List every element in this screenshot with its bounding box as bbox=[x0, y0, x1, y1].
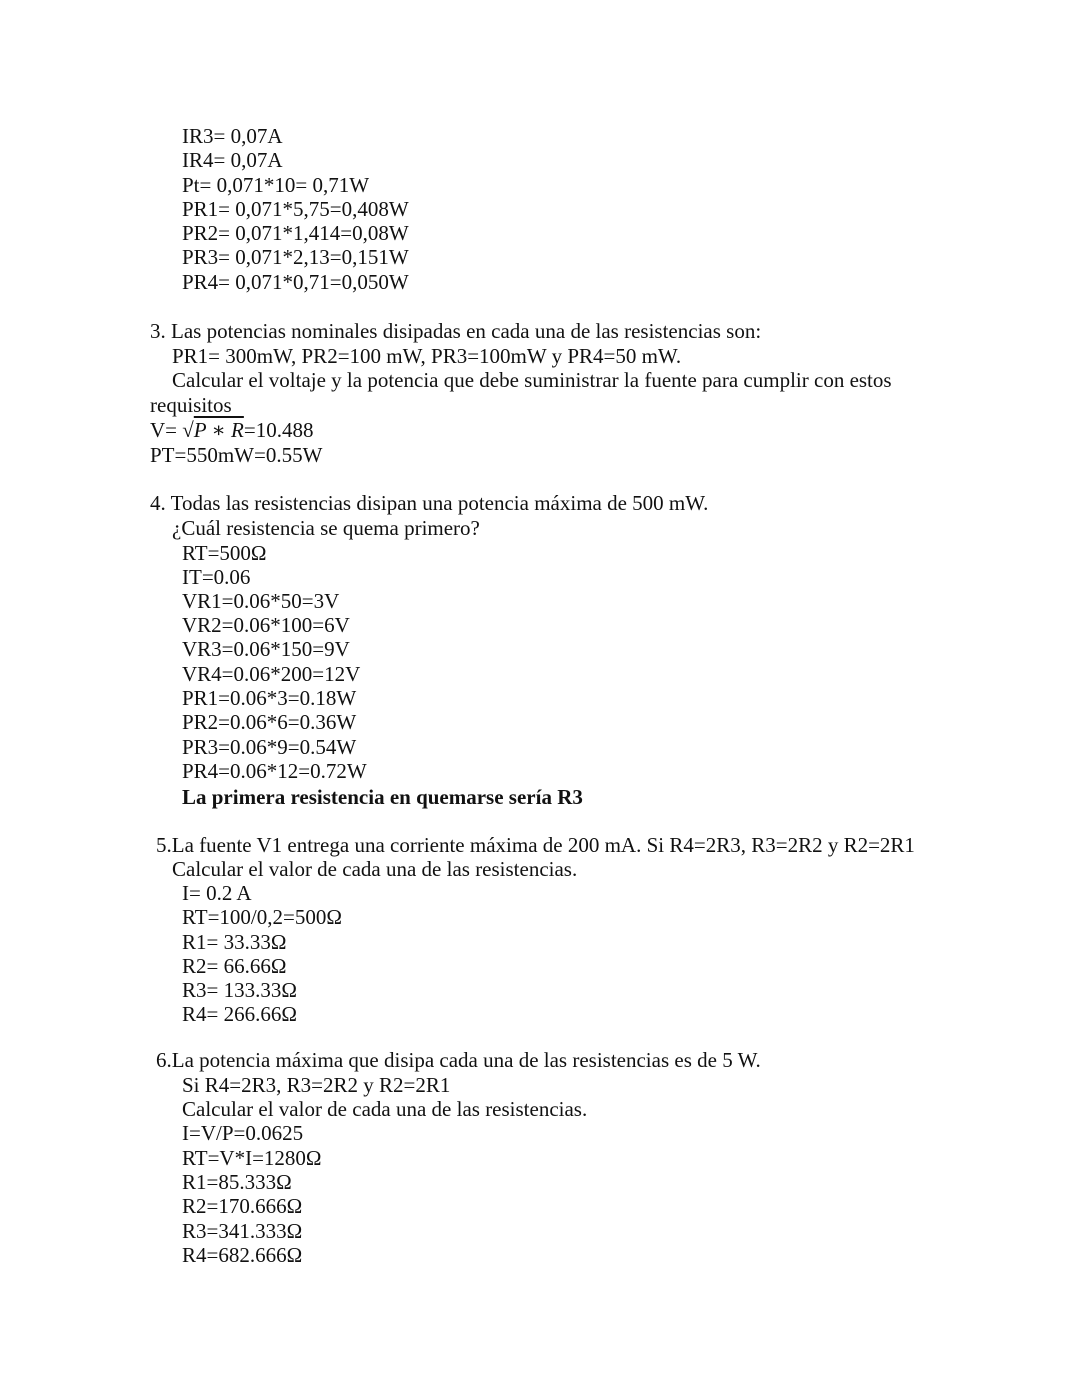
result-line: PR1=0.06*3=0.18W bbox=[182, 686, 357, 710]
result-line: PR2= 0,071*1,414=0,08W bbox=[182, 221, 409, 245]
result-line: VR3=0.06*150=9V bbox=[182, 637, 350, 661]
question-3-power: PT=550mW=0.55W bbox=[150, 443, 323, 467]
question-4-answer: La primera resistencia en quemarse sería R3 bbox=[182, 785, 583, 809]
question-3-values: PR1= 300mW, PR2=100 mW, PR3=100mW y PR4=50 mW. bbox=[172, 344, 682, 368]
question-6-instruction: Calcular el valor de cada una de las resistencias. bbox=[182, 1097, 588, 1121]
question-3-instruction: Calcular el voltaje y la potencia que debe suministrar la fuente para cumplir con estos bbox=[172, 368, 892, 392]
question-5-instruction: Calcular el valor de cada una de las resistencias. bbox=[172, 857, 578, 881]
result-line: R2= 66.66Ω bbox=[182, 954, 287, 978]
result-line: R1= 33.33Ω bbox=[182, 930, 287, 954]
result-line: RT=500Ω bbox=[182, 541, 267, 565]
result-line: R3=341.333Ω bbox=[182, 1219, 303, 1243]
question-6-condition: Si R4=2R3, R3=2R2 y R2=2R1 bbox=[182, 1073, 451, 1097]
result-line: VR4=0.06*200=12V bbox=[182, 662, 361, 686]
result-line: PR4=0.06*12=0.72W bbox=[182, 759, 367, 783]
result-line: PR3=0.06*9=0.54W bbox=[182, 735, 357, 759]
result-line: IT=0.06 bbox=[182, 565, 251, 589]
question-3-instruction-cont: requisitos bbox=[150, 393, 232, 417]
question-4-title: 4. Todas las resistencias disipan una potencia máxima de 500 mW. bbox=[150, 491, 709, 515]
result-line: R2=170.666Ω bbox=[182, 1194, 303, 1218]
result-line: PR3= 0,071*2,13=0,151W bbox=[182, 245, 409, 269]
question-5-title: 5.La fuente V1 entrega una corriente máxima de 200 mA. Si R4=2R3, R3=2R2 y R2=2R1 bbox=[156, 833, 915, 857]
result-line: RT=100/0,2=500Ω bbox=[182, 905, 342, 929]
question-3-voltage-formula bbox=[150, 418, 313, 442]
result-line: I= 0.2 A bbox=[182, 881, 252, 905]
formula-result: =10.488 bbox=[243, 418, 314, 442]
result-line: R3= 133.33Ω bbox=[182, 978, 297, 1002]
question-4-question: ¿Cuál resistencia se quema primero? bbox=[172, 516, 480, 540]
sqrt-radicand: P ∗ R bbox=[193, 418, 244, 442]
result-line: PR4= 0,071*0,71=0,050W bbox=[182, 270, 409, 294]
result-line: PR1= 0,071*5,75=0,408W bbox=[182, 197, 409, 221]
result-line: Pt= 0,071*10= 0,71W bbox=[182, 173, 370, 197]
result-line: R1=85.333Ω bbox=[182, 1170, 292, 1194]
result-line: PR2=0.06*6=0.36W bbox=[182, 710, 357, 734]
question-3-title: 3. Las potencias nominales disipadas en cada una de las resistencias son: bbox=[150, 319, 762, 343]
result-line: RT=V*I=1280Ω bbox=[182, 1146, 322, 1170]
result-line: IR4= 0,07A bbox=[182, 148, 283, 172]
result-line: R4=682.666Ω bbox=[182, 1243, 303, 1267]
result-line: VR2=0.06*100=6V bbox=[182, 613, 350, 637]
result-line: VR1=0.06*50=3V bbox=[182, 589, 340, 613]
result-line: I=V/P=0.0625 bbox=[182, 1121, 304, 1145]
result-line: IR3= 0,07A bbox=[182, 124, 283, 148]
sqrt-prefix: V= √ bbox=[150, 418, 194, 442]
result-line: R4= 266.66Ω bbox=[182, 1002, 297, 1026]
question-6-title: 6.La potencia máxima que disipa cada una de las resistencias es de 5 W. bbox=[156, 1048, 761, 1072]
